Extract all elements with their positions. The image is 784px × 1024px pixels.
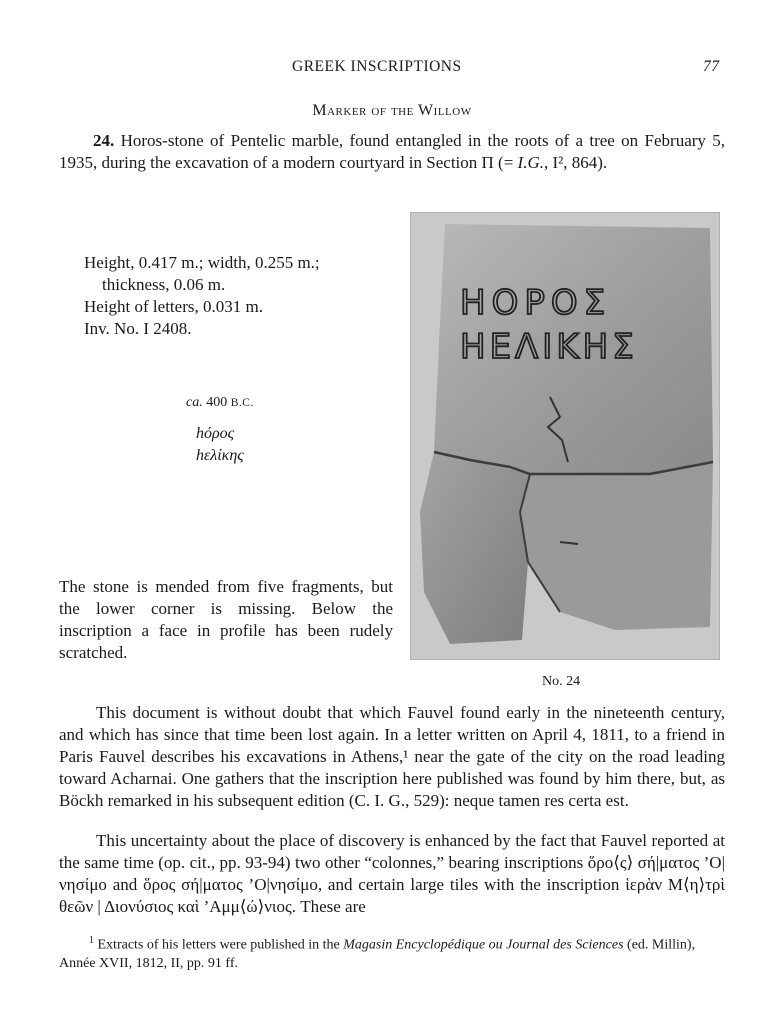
stone-inscription-line: ΗΟΡΟΣ: [460, 283, 612, 323]
greek-line: hόρος: [196, 425, 235, 442]
dimensions-line: Inv. No. I 2408.: [84, 319, 192, 338]
greek-transcription: [196, 423, 244, 467]
figure-caption: No. 24: [542, 674, 581, 689]
page-number: 77: [703, 58, 720, 75]
dating-ca: ca.: [186, 395, 203, 410]
entry-intro-ref-tail: , I², 864).: [544, 153, 608, 172]
dating-era: B.C.: [230, 397, 254, 409]
footnote-mark: 1: [89, 935, 94, 946]
footnote-journal: Magasin Encyclopédique ou Journal des Sciences: [343, 937, 624, 953]
footnote-text: Extracts of his letters were published in the: [94, 937, 344, 953]
entry-intro: [59, 130, 725, 174]
footnote: [59, 932, 725, 973]
entry-number: 24.: [93, 131, 115, 150]
dimensions-line: Height, 0.417 m.; width, 0.255 m.;: [84, 253, 320, 272]
running-head: GREEK INSCRIPTIONS: [292, 58, 462, 75]
greek-line: hελίκης: [196, 447, 244, 464]
dating-year: 400: [206, 395, 228, 410]
footnote-text-tail: (ed. Millin), Année XVII, 1812, II, pp. 91 ff.: [59, 937, 696, 971]
dimensions-line: thickness, 0.06 m.: [102, 275, 226, 294]
dimensions-block: [84, 252, 320, 340]
mending-note: The stone is mended from five fragments, but the lower corner is missing. Below the inscription a face in profile has been rudely scratched.: [59, 577, 393, 662]
dating: [186, 395, 254, 411]
stone-inscription-line: ΗΕΛΙΚΗΣ: [460, 327, 638, 367]
stone-photograph: [410, 212, 720, 660]
paragraph-uncertainty: This uncertainty about the place of discovery is enhanced by the fact that Fauvel reported at the same time (op. cit., pp. 93-94) two other “colonnes,” bearing inscriptions ὅρο⟨ς⟩ σή|ματος ’Ο|νησίμο and ὅρος σή|ματος ’Ο|νησίμο, and certain large tiles with the inscription ἱερὰν Μ⟨η⟩τρὶ θεῶν | Διονύσιος καὶ ’Αμμ⟨ώ⟩νιος. These are: [59, 831, 725, 916]
entry-intro-ref: I.G.: [517, 153, 544, 172]
dimensions-line: Height of letters, 0.031 m.: [84, 297, 263, 316]
section-title: Marker of the Willow: [312, 102, 472, 119]
paragraph-fauvel: This document is without doubt that which Fauvel found early in the nineteenth century, and which has since that time been lost again. In a letter written on April 4, 1811, to a friend in Paris Fauvel describes his excavations in Athens,¹ near the gate of the city on the road leading toward Acharnai. One gathers that the inscription here published was found by him there, but, as Böckh remarked in his subsequent edition (C. I. G., 529): neque tamen res certa est.: [59, 703, 725, 810]
entry-intro-text: Horos-stone of Pentelic marble, found entangled in the roots of a tree on February 5, 1935, during the excavation of a modern courtyard in Section Π (=: [59, 131, 725, 172]
